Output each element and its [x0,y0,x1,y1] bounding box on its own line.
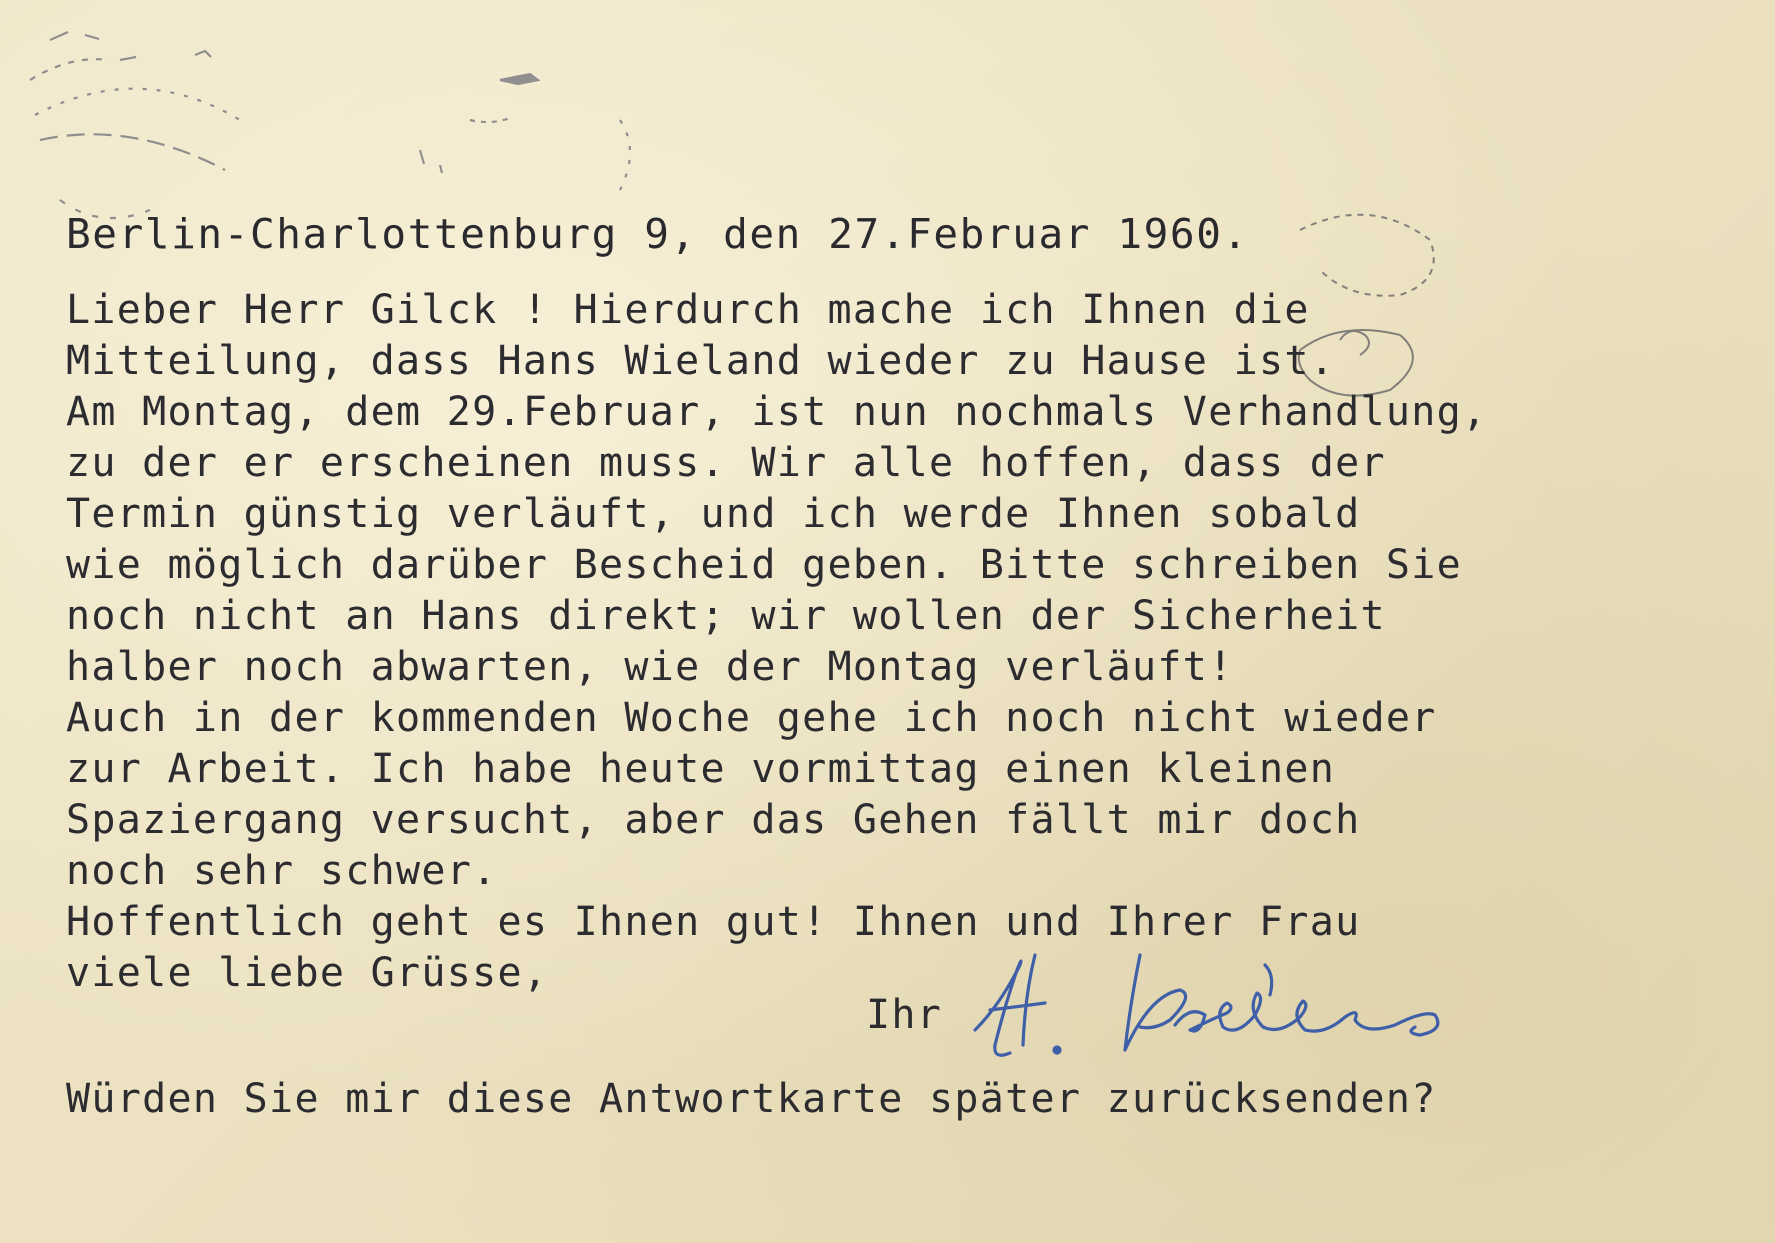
closing-ihr: Ihr [866,992,943,1038]
letter-line: Am Montag, dem 29.Februar, ist nun nochmals Verhandlung, [66,389,1488,435]
handwritten-signature [965,935,1565,1075]
letter-line: Auch in der kommenden Woche gehe ich noch nicht wieder [66,695,1437,741]
date-line: Berlin-Charlottenburg 9, den 27.Februar 1960. [66,210,1249,258]
letter-line: Termin günstig verläuft, und ich werde Ihnen sobald [66,491,1361,537]
letter-line: noch nicht an Hans direkt; wir wollen der Sicherheit [66,593,1386,639]
letter-line: noch sehr schwer. [66,848,498,894]
postscript: Würden Sie mir diese Antwortkarte später zurücksenden? [66,1076,1437,1122]
postmark-cancellation [0,0,760,240]
letter-line: viele liebe Grüsse, [66,950,549,996]
letter-line: Mitteilung, dass Hans Wieland wieder zu Hause ist. [66,338,1336,384]
letter-line: Hoffentlich geht es Ihnen gut! Ihnen und Ihrer Frau [66,899,1361,945]
letter-line: Lieber Herr Gilck ! Hierdurch mache ich Ihnen die [66,287,1310,333]
letter-line: zu der er erscheinen muss. Wir alle hoffen, dass der [66,440,1386,486]
letter-line: wie möglich darüber Bescheid geben. Bitte schreiben Sie [66,542,1463,588]
letter-body [66,285,1487,999]
letter-line: zur Arbeit. Ich habe heute vormittag einen kleinen [66,746,1336,792]
letter-line: Spaziergang versucht, aber das Gehen fällt mir doch [66,797,1361,843]
letter-line: halber noch abwarten, wie der Montag verläuft! [66,644,1234,690]
